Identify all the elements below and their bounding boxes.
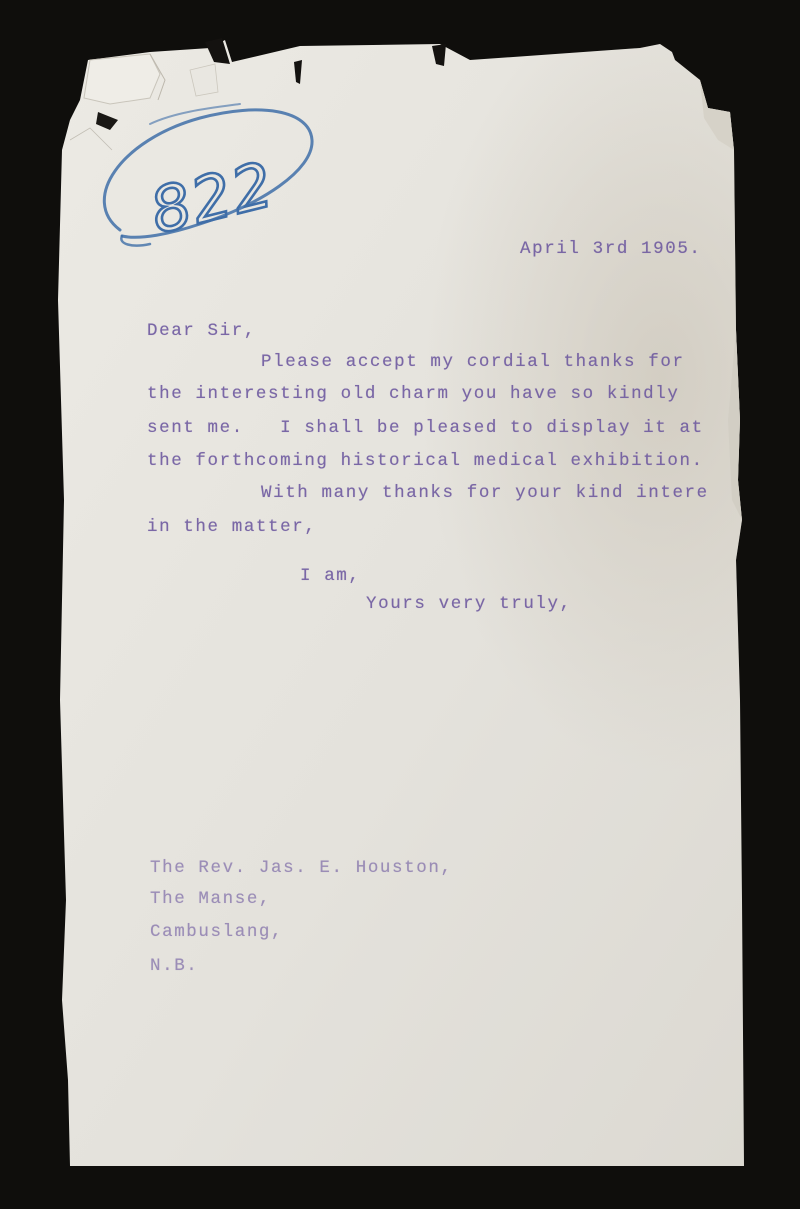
body-line: the interesting old charm you have so kindly — [147, 384, 680, 404]
address-line: The Manse, — [150, 889, 272, 909]
closing-line: I am, — [300, 566, 361, 586]
body-line: Please accept my cordial thanks for — [261, 352, 685, 372]
body-line: the forthcoming historical medical exhibition. — [147, 451, 704, 471]
body-line: With many thanks for your kind intere — [261, 483, 709, 503]
address-line: N.B. — [150, 956, 199, 976]
address-line: Cambuslang, — [150, 922, 284, 942]
body-line: in the matter, — [147, 517, 317, 537]
address-line: The Rev. Jas. E. Houston, — [150, 858, 453, 878]
body-line: sent me. I shall be pleased to display it at — [147, 418, 704, 438]
closing-line: Yours very truly, — [366, 594, 572, 614]
archive-number-text: 822 — [143, 147, 282, 249]
letter-date: April 3rd 1905. — [520, 239, 702, 259]
salutation: Dear Sir, — [147, 321, 256, 341]
